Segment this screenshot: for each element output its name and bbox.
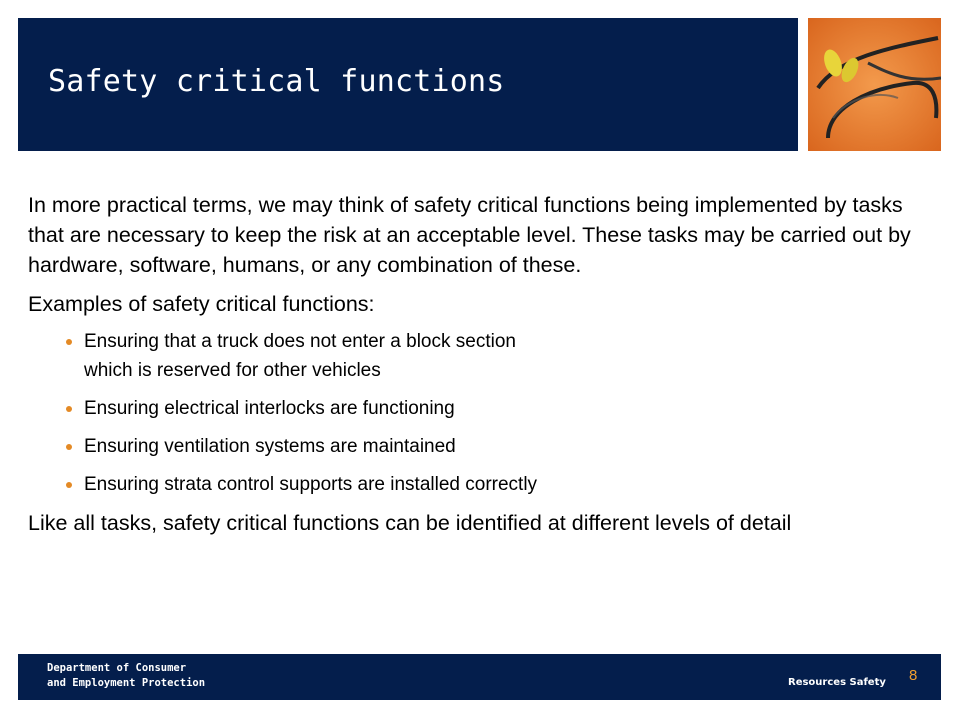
list-item — [66, 470, 918, 499]
list-item — [66, 327, 918, 385]
list-item — [66, 432, 918, 461]
footer-bar — [18, 654, 941, 700]
bullet-dot-icon — [66, 406, 72, 412]
bullet-text: Ensuring strata control supports are installed correctly — [84, 474, 538, 495]
bullet-dot-icon — [66, 482, 72, 488]
department-line-2: and Employment Protection — [47, 677, 206, 689]
slide-title: Safety critical functions — [48, 64, 505, 99]
bullet-dot-icon — [66, 339, 72, 345]
bullet-text: Ensuring that a truck does not enter a block section — [84, 331, 516, 352]
intro-paragraph: In more practical terms, we may think of safety critical functions being implemented by tasks that are necessary to keep the risk at an acceptable level. These tasks may be carried out by hardware, software, humans, or any combination of these. — [28, 193, 911, 277]
examples-list — [28, 327, 918, 499]
bullet-text: Ensuring electrical interlocks are functioning — [84, 398, 455, 419]
safety-glasses-image — [808, 18, 941, 151]
department-name — [47, 661, 205, 691]
department-line-1: Department of Consumer — [47, 662, 187, 674]
list-item — [66, 394, 918, 423]
bullet-text: Ensuring ventilation systems are maintained — [84, 436, 456, 457]
slide-body — [28, 190, 918, 547]
resources-safety-label: Resources Safety — [788, 677, 886, 688]
conclusion-paragraph: Like all tasks, safety critical functions can be identified at different levels of detail — [28, 511, 792, 535]
bullet-text-continued: which is reserved for other vehicles — [84, 360, 381, 381]
title-banner — [18, 18, 798, 151]
bullet-dot-icon — [66, 444, 72, 450]
page-number: 8 — [909, 667, 918, 684]
examples-heading: Examples of safety critical functions: — [28, 292, 375, 316]
